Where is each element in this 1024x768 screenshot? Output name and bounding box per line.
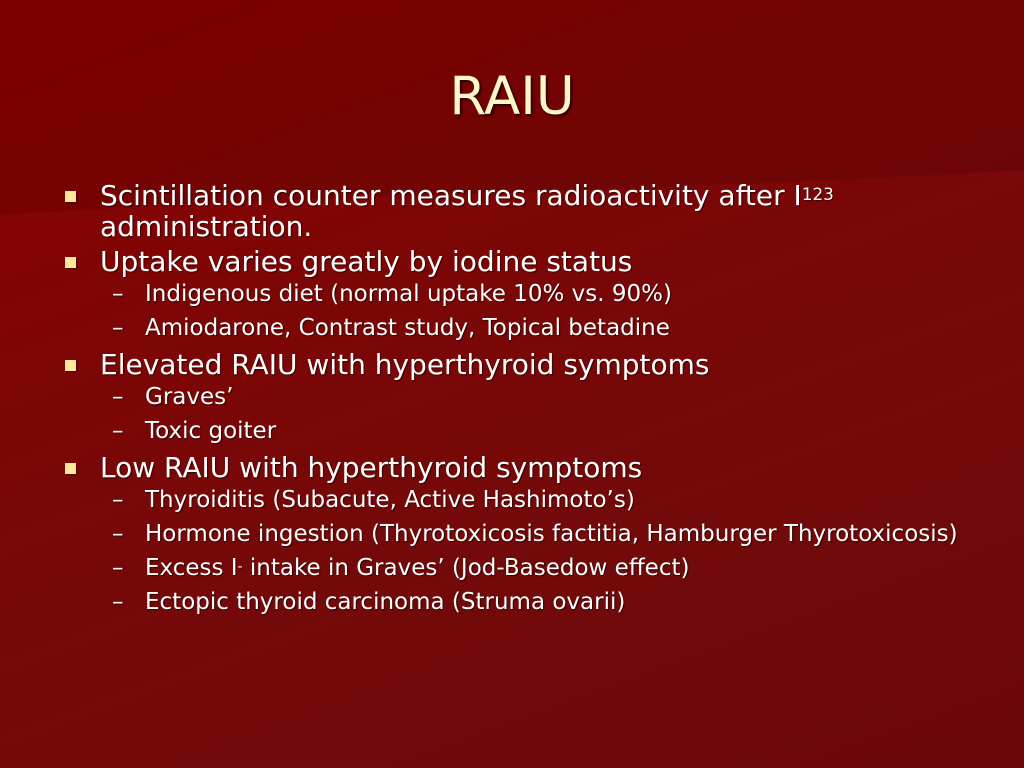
sub-bullet-text: Amiodarone, Contrast study, Topical betadine (145, 315, 670, 341)
sub-bullet-text: Toxic goiter (145, 418, 277, 444)
dash-bullet-icon: – (112, 315, 124, 341)
sub-bullet-item (60, 555, 960, 581)
bullet-item-3 (60, 349, 960, 380)
slide-title: RAIU (449, 66, 575, 127)
dash-bullet-icon: – (112, 281, 124, 307)
bullet-item-2 (60, 246, 960, 277)
sub-bullet-item (60, 315, 960, 341)
sub-bullet-text: Excess I (145, 555, 238, 581)
sub-bullet-text-continued: intake in Graves’ (Jod-Basedow effect) (242, 555, 690, 581)
bullet-text: Uptake varies greatly by iodine status (100, 245, 633, 278)
dash-bullet-icon: – (112, 418, 124, 444)
sub-bullet-item (60, 589, 960, 615)
sub-bullet-item (60, 487, 960, 513)
dash-bullet-icon: – (112, 555, 124, 581)
superscript: - (237, 558, 243, 575)
superscript: 123 (801, 183, 834, 204)
sub-bullet-text: Hormone ingestion (Thyrotoxicosis factitia, Hamburger Thyrotoxicosis) (145, 521, 958, 547)
dash-bullet-icon: – (112, 384, 124, 410)
bullet-text-continued: administration. (100, 210, 313, 243)
sub-bullet-item (60, 418, 960, 444)
square-bullet-icon (65, 463, 76, 474)
square-bullet-icon (65, 191, 76, 202)
sub-bullet-item (60, 384, 960, 410)
slide-body (60, 180, 960, 623)
dash-bullet-icon: – (112, 589, 124, 615)
dash-bullet-icon: – (112, 487, 124, 513)
bullet-text: Low RAIU with hyperthyroid symptoms (100, 451, 643, 484)
bullet-text: Elevated RAIU with hyperthyroid symptoms (100, 348, 710, 381)
square-bullet-icon (65, 360, 76, 371)
sub-bullet-text: Thyroiditis (Subacute, Active Hashimoto’s) (145, 487, 635, 513)
sub-bullet-text: Ectopic thyroid carcinoma (Struma ovarii) (145, 589, 626, 615)
sub-bullet-item (60, 281, 960, 307)
dash-bullet-icon: – (112, 521, 124, 547)
sub-bullet-item (60, 521, 960, 547)
bullet-item-4 (60, 452, 960, 483)
bullet-item-1 (60, 180, 960, 242)
bullet-text: Scintillation counter measures radioactivity after I (100, 179, 802, 212)
sub-bullet-text: Graves’ (145, 384, 234, 410)
square-bullet-icon (65, 257, 76, 268)
sub-bullet-text: Indigenous diet (normal uptake 10% vs. 90%) (145, 281, 672, 307)
